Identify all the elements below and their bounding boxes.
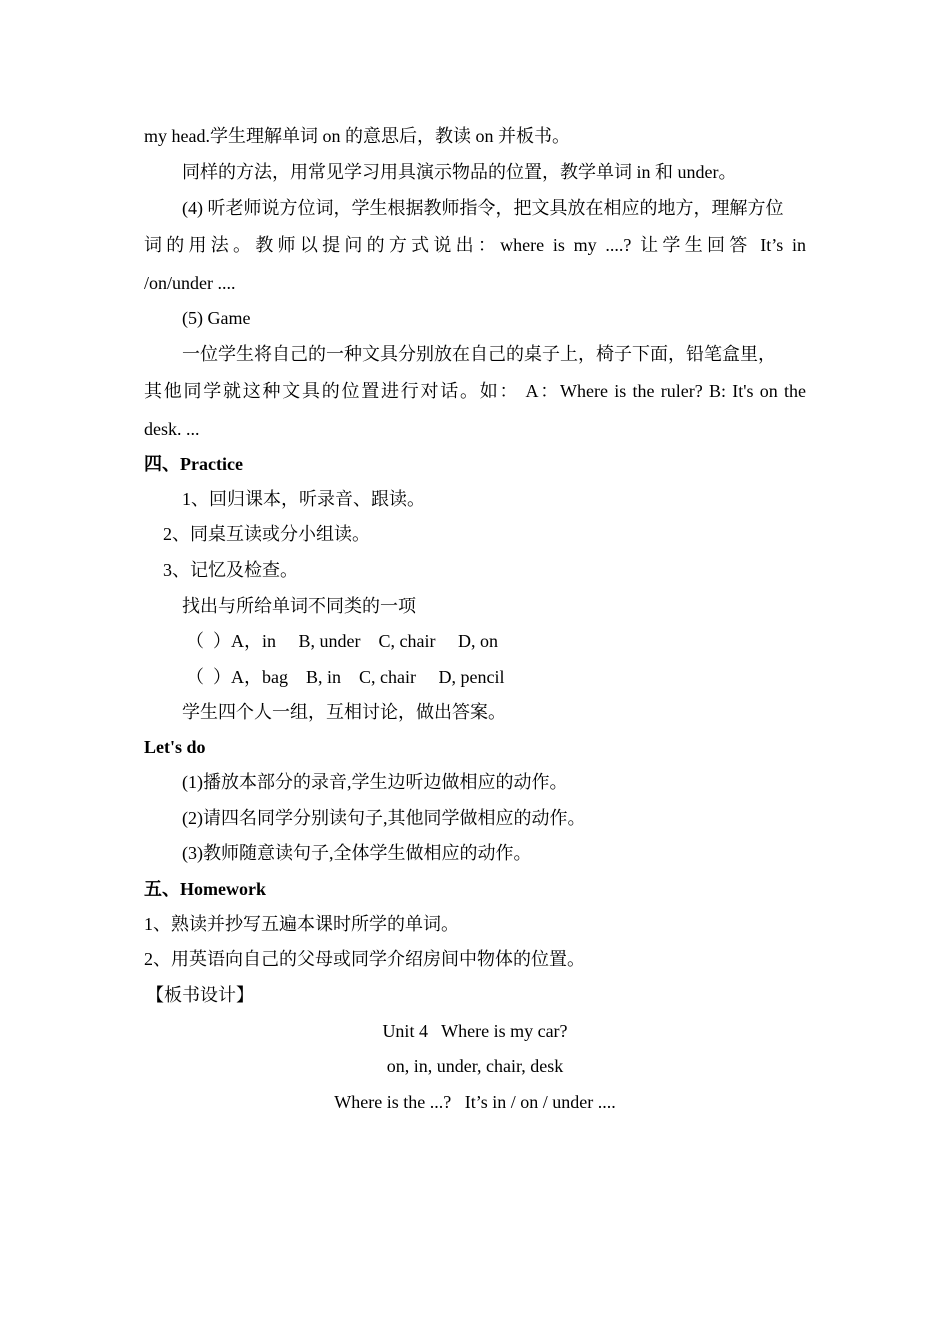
paragraph-line: (4) 听老师说方位词，学生根据教师指令，把文具放在相应的地方，理解方位 bbox=[182, 198, 784, 218]
exercise-question: （ ）A，in B, under C, chair D, on bbox=[186, 631, 498, 651]
board-line: Where is the ...? It’s in / on / under .... bbox=[334, 1092, 616, 1112]
list-item: 1、熟读并抄写五遍本课时所学的单词。 bbox=[144, 914, 459, 934]
list-item: 2、同桌互读或分小组读。 bbox=[163, 524, 370, 544]
paragraph-line: 学生四个人一组，互相讨论，做出答案。 bbox=[182, 702, 506, 722]
list-item: (1)播放本部分的录音,学生边听边做相应的动作。 bbox=[182, 772, 568, 792]
paragraph-line: desk. ... bbox=[144, 419, 200, 439]
list-item: (2)请四名同学分别读句子,其他同学做相应的动作。 bbox=[182, 808, 586, 828]
list-item: 1、回归课本，听录音、跟读。 bbox=[182, 489, 425, 509]
paragraph-line: (5) Game bbox=[182, 308, 251, 328]
board-line: Unit 4 Where is my car? bbox=[382, 1021, 568, 1041]
paragraph-line: my head.学生理解单词 on 的意思后，教读 on 并板书。 bbox=[144, 126, 570, 146]
paragraph-line: 一位学生将自己的一种文具分别放在自己的桌子上，椅子下面，铅笔盒里， bbox=[182, 344, 776, 364]
board-design-heading: 【板书设计】 bbox=[146, 985, 254, 1005]
paragraph-line: 其他同学就这种文具的位置进行对话。如： A：Where is the ruler? B: It's on the bbox=[144, 381, 806, 401]
exercise-question: （ ）A，bag B, in C, chair D, pencil bbox=[186, 667, 505, 687]
list-item: 2、用英语向自己的父母或同学介绍房间中物体的位置。 bbox=[144, 949, 585, 969]
list-item: 3、记忆及检查。 bbox=[163, 560, 298, 580]
section-heading-practice: 四、Practice bbox=[144, 454, 243, 474]
paragraph-line: /on/under .... bbox=[144, 273, 236, 293]
list-item: (3)教师随意读句子,全体学生做相应的动作。 bbox=[182, 843, 532, 863]
exercise-instruction: 找出与所给单词不同类的一项 bbox=[182, 596, 416, 616]
paragraph-line: 同样的方法，用常见学习用具演示物品的位置，教学单词 in 和 under。 bbox=[182, 162, 737, 182]
paragraph-line: 词的用法。教师以提问的方式说出：where is my ....? 让学生回答 It’s in bbox=[144, 235, 806, 255]
board-line: on, in, under, chair, desk bbox=[386, 1056, 564, 1076]
section-heading-homework: 五、Homework bbox=[144, 879, 266, 899]
section-heading-letsdo: Let's do bbox=[144, 737, 206, 757]
